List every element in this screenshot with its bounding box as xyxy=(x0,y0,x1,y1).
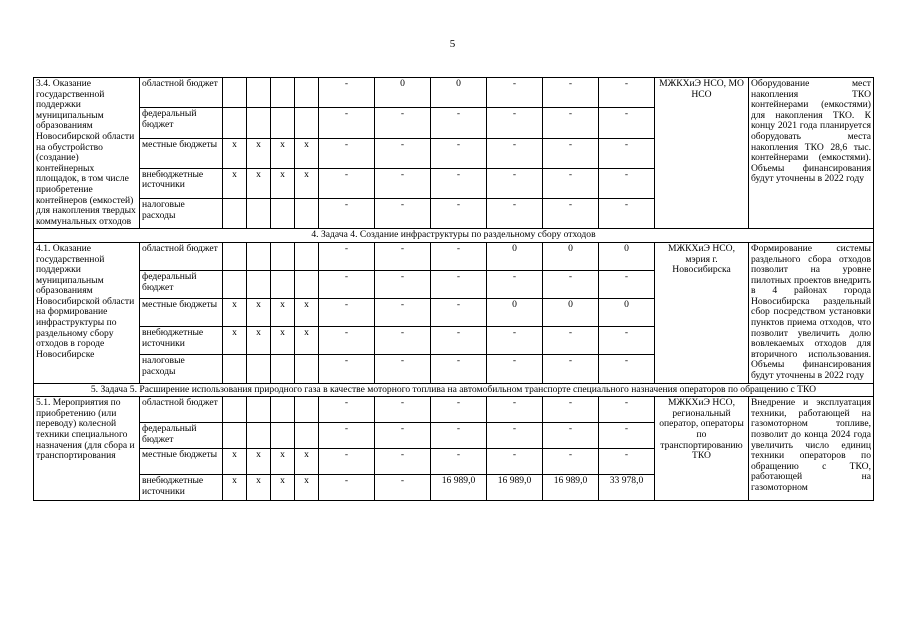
value-cell: - xyxy=(431,299,487,327)
value-cell: - xyxy=(319,327,375,355)
marker-cell: x xyxy=(223,327,247,355)
expected-result-cell: Формирование системы раздельного сбора отходов позволит на уровне пилотных проектов внедрить в 4 районах города Новосибирска раздельный сбор посредством установки пунктов приема отходов, что позволит увеличить долю вовлекаемых отходов для вторичного использования. Объемы финансирования будут уточнены в 2022 году xyxy=(749,242,874,383)
funding-source: местные бюджеты xyxy=(140,138,223,168)
table-row xyxy=(34,78,874,108)
marker-cell: x xyxy=(271,168,295,198)
value-cell: - xyxy=(543,108,599,138)
funding-source: федеральный бюджет xyxy=(140,423,223,449)
value-cell: 0 xyxy=(599,299,655,327)
marker-cell xyxy=(223,78,247,108)
value-cell: - xyxy=(543,199,599,229)
value-cell: - xyxy=(599,271,655,299)
marker-cell: x xyxy=(247,299,271,327)
marker-cell xyxy=(295,397,319,423)
marker-cell: x xyxy=(271,449,295,475)
program-measures-table xyxy=(33,77,874,501)
value-cell: - xyxy=(319,449,375,475)
value-cell: - xyxy=(487,355,543,383)
value-cell: - xyxy=(487,423,543,449)
value-cell: - xyxy=(375,299,431,327)
value-cell: 33 978,0 xyxy=(599,475,655,501)
marker-cell: x xyxy=(295,299,319,327)
value-cell: - xyxy=(599,397,655,423)
value-cell: - xyxy=(319,242,375,270)
value-cell: 0 xyxy=(543,299,599,327)
marker-cell: x xyxy=(223,475,247,501)
marker-cell: x xyxy=(247,475,271,501)
value-cell: 16 989,0 xyxy=(431,475,487,501)
marker-cell: x xyxy=(223,449,247,475)
marker-cell xyxy=(271,271,295,299)
value-cell: - xyxy=(431,397,487,423)
table-row xyxy=(34,397,874,423)
value-cell: - xyxy=(487,78,543,108)
funding-source: областной бюджет xyxy=(140,397,223,423)
marker-cell: x xyxy=(295,168,319,198)
marker-cell xyxy=(271,355,295,383)
value-cell: - xyxy=(543,449,599,475)
marker-cell xyxy=(247,355,271,383)
value-cell: - xyxy=(487,397,543,423)
value-cell: - xyxy=(487,449,543,475)
value-cell: - xyxy=(319,108,375,138)
value-cell: - xyxy=(375,199,431,229)
marker-cell: x xyxy=(223,299,247,327)
value-cell: - xyxy=(487,138,543,168)
value-cell: - xyxy=(431,242,487,270)
value-cell: 16 989,0 xyxy=(543,475,599,501)
value-cell: - xyxy=(599,138,655,168)
marker-cell: x xyxy=(223,138,247,168)
marker-cell xyxy=(295,242,319,270)
value-cell: - xyxy=(543,423,599,449)
expected-result-cell: Внедрение и эксплуатация техники, работающей на газомоторном топливе, позволит до конца 2024 года увеличить число единиц техники операторов по обращению с ТКО, работающей на газомоторном xyxy=(749,397,874,501)
value-cell: - xyxy=(431,168,487,198)
funding-source: местные бюджеты xyxy=(140,299,223,327)
value-cell: - xyxy=(431,449,487,475)
marker-cell: x xyxy=(295,475,319,501)
marker-cell xyxy=(271,199,295,229)
value-cell: - xyxy=(487,199,543,229)
marker-cell xyxy=(223,355,247,383)
value-cell: - xyxy=(599,449,655,475)
value-cell: - xyxy=(319,78,375,108)
marker-cell xyxy=(295,423,319,449)
value-cell: - xyxy=(319,199,375,229)
value-cell: - xyxy=(319,397,375,423)
value-cell: - xyxy=(487,327,543,355)
value-cell: - xyxy=(487,271,543,299)
marker-cell xyxy=(295,78,319,108)
value-cell: - xyxy=(431,327,487,355)
marker-cell: x xyxy=(223,168,247,198)
marker-cell xyxy=(247,423,271,449)
value-cell: - xyxy=(375,271,431,299)
value-cell: - xyxy=(431,108,487,138)
value-cell: - xyxy=(375,327,431,355)
value-cell: - xyxy=(543,78,599,108)
value-cell: - xyxy=(319,271,375,299)
funding-source: внебюджетные источники xyxy=(140,168,223,198)
marker-cell: x xyxy=(295,327,319,355)
marker-cell xyxy=(271,242,295,270)
value-cell: 16 989,0 xyxy=(487,475,543,501)
section-title: 5. Задача 5. Расширение использования природного газа в качестве моторного топлива на автомобильном транспорте специального назначения операторов по обращению с ТКО xyxy=(34,383,874,397)
marker-cell xyxy=(247,397,271,423)
funding-source: внебюджетные источники xyxy=(140,475,223,501)
value-cell: - xyxy=(319,475,375,501)
value-cell: 0 xyxy=(431,78,487,108)
funding-source: местные бюджеты xyxy=(140,449,223,475)
marker-cell xyxy=(247,78,271,108)
value-cell: - xyxy=(375,355,431,383)
marker-cell xyxy=(223,242,247,270)
marker-cell xyxy=(223,423,247,449)
executor-cell: МЖКХиЭ НСО, МО НСО xyxy=(655,78,749,229)
value-cell: - xyxy=(543,397,599,423)
table-row xyxy=(34,242,874,270)
value-cell: - xyxy=(599,327,655,355)
marker-cell xyxy=(247,242,271,270)
value-cell: 0 xyxy=(487,242,543,270)
marker-cell xyxy=(271,108,295,138)
value-cell: - xyxy=(599,199,655,229)
marker-cell xyxy=(223,271,247,299)
value-cell: - xyxy=(543,355,599,383)
marker-cell xyxy=(223,397,247,423)
funding-source: налоговые расходы xyxy=(140,199,223,229)
value-cell: - xyxy=(543,327,599,355)
value-cell: - xyxy=(319,299,375,327)
marker-cell xyxy=(295,271,319,299)
measure-name: 4.1. Оказание государственной поддержки муниципальным образованиям Новосибирской области на формирование инфраструктуры по раздельному сбору отходов в городе Новосибирске xyxy=(34,242,140,383)
funding-source: областной бюджет xyxy=(140,242,223,270)
funding-source: областной бюджет xyxy=(140,78,223,108)
marker-cell: x xyxy=(295,138,319,168)
marker-cell: x xyxy=(295,449,319,475)
funding-source: федеральный бюджет xyxy=(140,271,223,299)
value-cell: - xyxy=(375,397,431,423)
value-cell: 0 xyxy=(599,242,655,270)
marker-cell xyxy=(247,271,271,299)
value-cell: - xyxy=(375,242,431,270)
value-cell: - xyxy=(319,168,375,198)
value-cell: - xyxy=(431,423,487,449)
value-cell: - xyxy=(375,449,431,475)
marker-cell xyxy=(295,108,319,138)
executor-cell: МЖКХиЭ НСО, мэрия г. Новосибирска xyxy=(655,242,749,383)
marker-cell: x xyxy=(271,138,295,168)
marker-cell xyxy=(247,108,271,138)
marker-cell xyxy=(271,78,295,108)
section-title: 4. Задача 4. Создание инфраструктуры по раздельному сбору отходов xyxy=(34,229,874,243)
value-cell: - xyxy=(431,355,487,383)
value-cell: - xyxy=(543,168,599,198)
value-cell: - xyxy=(599,423,655,449)
marker-cell: x xyxy=(247,168,271,198)
value-cell: - xyxy=(319,423,375,449)
value-cell: - xyxy=(487,108,543,138)
value-cell: - xyxy=(599,355,655,383)
section-row xyxy=(34,229,874,243)
value-cell: - xyxy=(375,475,431,501)
marker-cell: x xyxy=(247,449,271,475)
executor-cell: МЖКХиЭ НСО, региональный оператор, операторы по транспортированию ТКО xyxy=(655,397,749,501)
value-cell: - xyxy=(599,78,655,108)
funding-source: внебюджетные источники xyxy=(140,327,223,355)
marker-cell xyxy=(271,423,295,449)
page-number: 5 xyxy=(449,38,456,50)
marker-cell: x xyxy=(247,327,271,355)
value-cell: 0 xyxy=(543,242,599,270)
measure-name: 5.1. Мероприятия по приобретению (или переводу) колесной техники специального назначения (для сбора и транспортирования xyxy=(34,397,140,501)
marker-cell xyxy=(223,108,247,138)
value-cell: 0 xyxy=(487,299,543,327)
value-cell: - xyxy=(319,355,375,383)
marker-cell xyxy=(271,397,295,423)
marker-cell: x xyxy=(271,299,295,327)
value-cell: - xyxy=(543,138,599,168)
value-cell: - xyxy=(487,168,543,198)
value-cell: - xyxy=(599,108,655,138)
value-cell: - xyxy=(375,138,431,168)
marker-cell: x xyxy=(271,327,295,355)
measure-name: 3.4. Оказание государственной поддержки муниципальным образованиям Новосибирской области на обустройство (создание) контейнерных площадок, в том числе приобретение контейнеров (емкостей) для накопления твердых коммунальных отходов xyxy=(34,78,140,229)
funding-source: налоговые расходы xyxy=(140,355,223,383)
section-row xyxy=(34,383,874,397)
value-cell: 0 xyxy=(375,78,431,108)
value-cell: - xyxy=(599,168,655,198)
value-cell: - xyxy=(319,138,375,168)
value-cell: - xyxy=(543,271,599,299)
value-cell: - xyxy=(375,168,431,198)
marker-cell xyxy=(223,199,247,229)
marker-cell xyxy=(295,355,319,383)
value-cell: - xyxy=(375,423,431,449)
value-cell: - xyxy=(431,138,487,168)
funding-source: федеральный бюджет xyxy=(140,108,223,138)
value-cell: - xyxy=(375,108,431,138)
marker-cell xyxy=(247,199,271,229)
marker-cell xyxy=(295,199,319,229)
marker-cell: x xyxy=(271,475,295,501)
expected-result-cell: Оборудование мест накопления ТКО контейнерами (емкостями) для накопления ТКО. К концу 2021 года планируется оборудовать места накопления ТКО 28,6 тыс. контейнерами (емкостями). Объемы финансирования будут уточнены в 2022 году xyxy=(749,78,874,229)
marker-cell: x xyxy=(247,138,271,168)
value-cell: - xyxy=(431,271,487,299)
value-cell: - xyxy=(431,199,487,229)
